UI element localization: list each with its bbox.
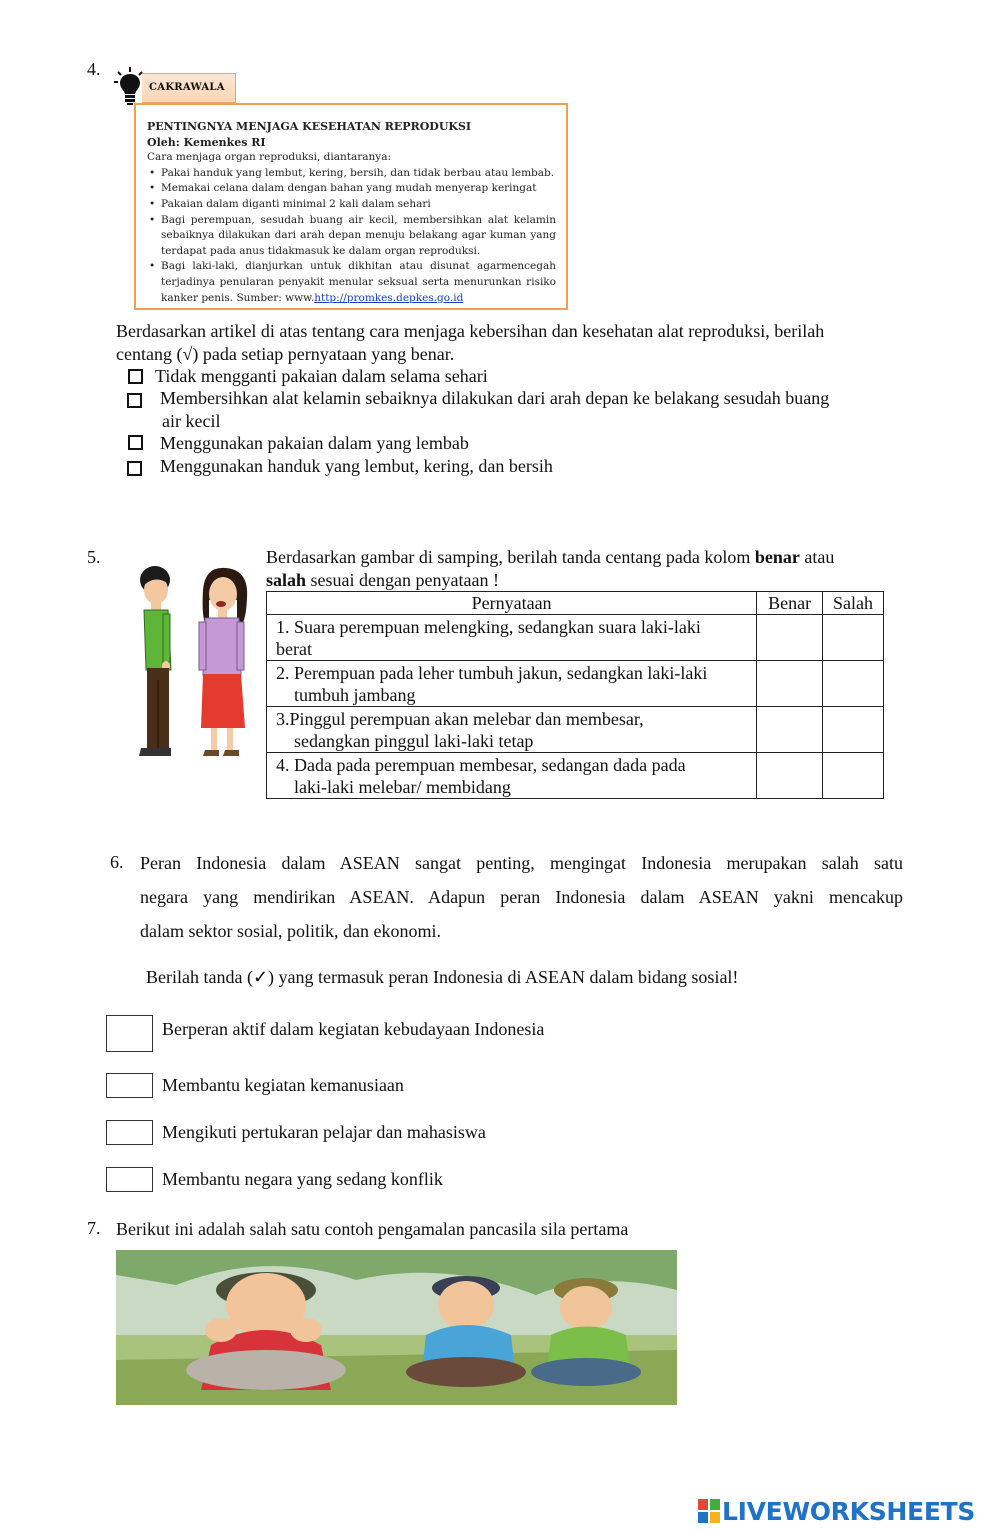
q6-option-4: Membantu negara yang sedang konflik [162,1169,443,1189]
salah-cell[interactable] [823,615,884,661]
statement-line: berat [276,639,312,659]
article-bullet: • Pakai handuk yang lembut, kering, bersih, dan tidak berbau atau lembab. [147,166,556,182]
table-header-row [267,592,884,615]
article-title: PENTINGNYA MENJAGA KESEHATAN REPRODUKSI [147,120,472,133]
header-benar: Benar [757,592,823,615]
boy-and-girl-illustration [133,560,253,770]
q6-option-2: Membantu kegiatan kemanusiaan [162,1075,404,1095]
q4-option-1: Tidak mengganti pakaian dalam selama sehari [155,366,488,386]
article-bullet-list [147,166,556,306]
statement-cell [267,661,757,707]
benar-cell[interactable] [757,753,823,799]
header-salah: Salah [823,592,884,615]
q5-number: 5. [87,547,101,567]
q6-para-line3: dalam sektor sosial, politik, dan ekonomi. [140,921,441,941]
q4-number: 4. [87,59,101,79]
liveworksheets-logo[interactable] [698,1497,975,1526]
statement-line: sedangkan pinggul laki-laki tetap [276,731,534,751]
q6-answer-box-2[interactable] [106,1073,153,1098]
q6-number: 6. [110,852,124,872]
q5-instruction-line2 [266,569,499,592]
benar-cell[interactable] [757,615,823,661]
q5-table [266,591,884,799]
article-bullet: • Memakai celana dalam dengan bahan yang mudah menyerap keringat [147,181,556,197]
q4-checkbox-3[interactable] [128,435,143,450]
q5-instr-bold-benar: benar [754,547,800,567]
q4-option-4: Menggunakan handuk yang lembut, kering, dan bersih [160,456,553,476]
liveworksheets-logo-icon [698,1499,720,1523]
q6-answer-box-4[interactable] [106,1167,153,1192]
article-intro: Cara menjaga organ reproduksi, diantaranya: [147,151,392,164]
table-row [267,707,884,753]
q5-instruction-line1 [266,546,834,569]
q7-text: Berikut ini adalah salah satu contoh pengamalan pancasila sila pertama [116,1219,629,1239]
q4-instruction-line1: Berdasarkan artikel di atas tentang cara menjaga kebersihan dan kesehatan alat reproduksi, berilah [116,321,825,341]
header-pernyataan: Pernyataan [267,592,757,615]
table-row [267,661,884,707]
liveworksheets-logo-text: LIVEWORKSHEETS [722,1497,976,1526]
article-bullet-last [147,259,556,306]
q4-instruction-line2: centang (√) pada setiap pernyataan yang benar. [116,344,455,364]
q4-option-2-cont: air kecil [162,411,221,431]
q4-option-3: Menggunakan pakaian dalam yang lembab [160,433,469,453]
cakrawala-label: CAKRAWALA [142,73,236,103]
benar-cell[interactable] [757,707,823,753]
salah-cell[interactable] [823,661,884,707]
article-bullet-text: Bagi laki-laki, dianjurkan untuk dikhitan atau disunat agarmencegah terjadinya penularan penyakit menular seksual serta menurunkan risiko kanker penis. Sumber: www. [161,260,556,304]
cakrawala-article [134,103,568,310]
q5-instr-text: sesuai dengan penyataan ! [306,570,499,590]
q5-instr-text: atau [799,547,835,567]
q6-para-line2: negara yang mendirikan ASEAN. Adapun peran Indonesia dalam ASEAN yakni mencakup [140,887,903,907]
salah-cell[interactable] [823,753,884,799]
article-bullet: • Bagi perempuan, sesudah buang air kecil, membersihkan alat kelamin sebaiknya dilakukan dari arah depan menuju belakang agar kuman yang terdapat pada anus tidakmasuk ke dalam organ reproduksi. [147,213,556,260]
praying-children-illustration [116,1250,677,1405]
q6-option-1: Berperan aktif dalam kegiatan kebudayaan Indonesia [162,1019,545,1039]
q4-checkbox-2[interactable] [127,393,142,408]
q6-instruction: Berilah tanda (✓) yang termasuk peran Indonesia di ASEAN dalam bidang sosial! [146,967,739,987]
q4-checkbox-4[interactable] [127,461,142,476]
statement-cell [267,707,757,753]
statement-line: 4. Dada pada perempuan membesar, sedangan dada pada [276,755,686,775]
q6-option-3: Mengikuti pertukaran pelajar dan mahasiswa [162,1122,486,1142]
q6-answer-box-3[interactable] [106,1120,153,1145]
q6-para-line1: Peran Indonesia dalam ASEAN sangat penting, mengingat Indonesia merupakan salah satu [140,853,903,873]
q5-instr-text: Berdasarkan gambar di samping, berilah tanda centang pada kolom [266,547,755,567]
q7-number: 7. [87,1218,101,1238]
statement-line: tumbuh jambang [276,685,416,705]
source-link[interactable]: http://promkes.depkes.go.id [314,291,464,304]
salah-cell[interactable] [823,707,884,753]
table-row [267,753,884,799]
benar-cell[interactable] [757,661,823,707]
article-bullet: • Pakaian dalam diganti minimal 2 kali dalam sehari [147,197,556,213]
q6-answer-box-1[interactable] [106,1015,153,1052]
statement-line: laki-laki melebar/ membidang [276,777,511,797]
article-author: Oleh: Kemenkes RI [147,135,266,149]
table-row [267,615,884,661]
statement-cell [267,753,757,799]
statement-line: 1. Suara perempuan melengking, sedangkan suara laki-laki [276,617,701,637]
statement-line: 2. Perempuan pada leher tumbuh jakun, sedangkan laki-laki [276,663,708,683]
q5-instr-bold-salah: salah [266,570,307,590]
q4-checkbox-1[interactable] [128,369,143,384]
statement-line: 3.Pinggul perempuan akan melebar dan membesar, [276,709,644,729]
q4-option-2: Membersihkan alat kelamin sebaiknya dilakukan dari arah depan ke belakang sesudah buang [160,388,830,408]
statement-cell [267,615,757,661]
